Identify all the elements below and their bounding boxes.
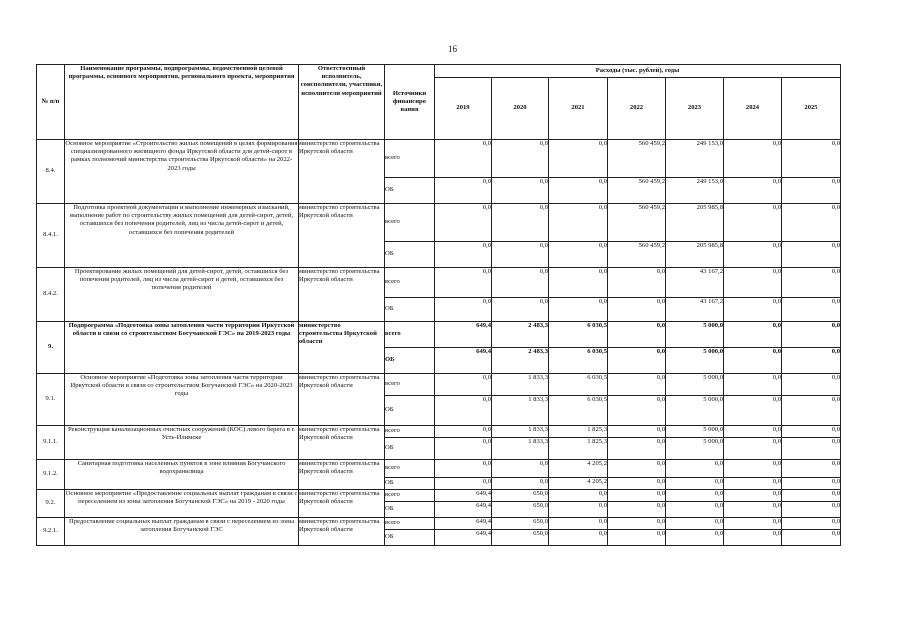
expense-value: 0,0 bbox=[492, 178, 549, 204]
row-responsible: министерство строительства Иркутской области bbox=[299, 374, 385, 426]
expense-value: 0,0 bbox=[549, 204, 608, 242]
expense-value: 0,0 bbox=[435, 140, 492, 178]
expense-value: 0,0 bbox=[435, 396, 492, 426]
row-responsible: министерство строительства Иркутской области bbox=[299, 490, 385, 518]
expense-value: 0,0 bbox=[435, 204, 492, 242]
expense-value: 560 459,2 bbox=[608, 140, 666, 178]
funding-source: ОБ bbox=[385, 478, 435, 490]
expense-value: 249 153,0 bbox=[666, 140, 724, 178]
expense-value: 6 030,5 bbox=[549, 374, 608, 396]
table-row bbox=[37, 426, 841, 438]
expense-value: 5 000,0 bbox=[666, 396, 724, 426]
expense-value: 560 459,2 bbox=[608, 204, 666, 242]
expense-value: 0,0 bbox=[782, 530, 841, 546]
funding-source: всего bbox=[385, 204, 435, 242]
expense-value: 0,0 bbox=[608, 460, 666, 478]
expense-value: 0,0 bbox=[608, 374, 666, 396]
expense-value: 0,0 bbox=[782, 348, 841, 374]
expense-value: 0,0 bbox=[608, 502, 666, 518]
expense-value: 0,0 bbox=[608, 268, 666, 298]
expense-value: 0,0 bbox=[724, 518, 782, 530]
expense-value: 0,0 bbox=[724, 298, 782, 322]
funding-source: ОБ bbox=[385, 348, 435, 374]
row-number: 9. bbox=[37, 322, 65, 374]
funding-source: всего bbox=[385, 518, 435, 530]
expense-value: 4 205,2 bbox=[549, 460, 608, 478]
table-row bbox=[37, 374, 841, 396]
expense-value: 0,0 bbox=[666, 460, 724, 478]
expense-value: 43 167,2 bbox=[666, 268, 724, 298]
row-number: 9.2. bbox=[37, 490, 65, 518]
header-year: 2021 bbox=[549, 78, 608, 140]
expense-value: 0,0 bbox=[724, 178, 782, 204]
expense-value: 0,0 bbox=[608, 298, 666, 322]
row-responsible: министерство строительства Иркутской области bbox=[299, 426, 385, 460]
expense-value: 0,0 bbox=[782, 502, 841, 518]
expense-value: 1 833,3 bbox=[492, 374, 549, 396]
row-responsible: министерство строительства Иркутской области bbox=[299, 268, 385, 322]
expense-value: 205 985,8 bbox=[666, 204, 724, 242]
row-number: 8.4.1. bbox=[37, 204, 65, 268]
expense-value: 649,4 bbox=[435, 530, 492, 546]
row-number: 9.1. bbox=[37, 374, 65, 426]
expense-value: 0,0 bbox=[492, 242, 549, 268]
expense-value: 0,0 bbox=[608, 438, 666, 460]
header-name: Наименование программы, подпрограммы, ведомственной целевой программы, основного мероприятия, регионального проекта, мероприятия bbox=[65, 65, 299, 140]
expense-value: 0,0 bbox=[724, 426, 782, 438]
expense-value: 0,0 bbox=[435, 178, 492, 204]
expense-value: 0,0 bbox=[549, 140, 608, 178]
row-name: Проектирование жилых помещений для детей-сирот, детей, оставшихся без попечения родителей, лиц из числа детей-сирот и детей, оставшихся без попечения родителей bbox=[65, 268, 299, 322]
header-year: 2022 bbox=[608, 78, 666, 140]
table-row bbox=[37, 204, 841, 242]
expense-value: 649,4 bbox=[435, 348, 492, 374]
header-year: 2023 bbox=[666, 78, 724, 140]
expense-value: 649,4 bbox=[435, 502, 492, 518]
funding-source: всего bbox=[385, 322, 435, 348]
expense-value: 0,0 bbox=[724, 478, 782, 490]
row-name: Основное мероприятие «Подготовка зоны затопления части территории Иркутской области в связи со строительством Богучанской ГЭС» на 2020-2023 годы bbox=[65, 374, 299, 426]
expense-value: 1 833,3 bbox=[492, 396, 549, 426]
expense-value: 0,0 bbox=[608, 426, 666, 438]
expense-value: 0,0 bbox=[435, 268, 492, 298]
expense-value: 650,0 bbox=[492, 490, 549, 502]
expense-value: 649,4 bbox=[435, 518, 492, 530]
expense-value: 0,0 bbox=[782, 140, 841, 178]
expense-value: 0,0 bbox=[724, 438, 782, 460]
funding-source: всего bbox=[385, 426, 435, 438]
expense-value: 1 825,3 bbox=[549, 426, 608, 438]
expense-value: 43 167,2 bbox=[666, 298, 724, 322]
expense-value: 0,0 bbox=[724, 242, 782, 268]
expense-value: 0,0 bbox=[608, 530, 666, 546]
expense-value: 0,0 bbox=[724, 490, 782, 502]
expense-value: 0,0 bbox=[549, 178, 608, 204]
table-row bbox=[37, 460, 841, 478]
expense-value: 4 205,2 bbox=[549, 478, 608, 490]
expense-value: 0,0 bbox=[782, 298, 841, 322]
row-responsible: министерство строительства Иркутской области bbox=[299, 518, 385, 546]
expense-value: 0,0 bbox=[608, 518, 666, 530]
expense-value: 205 985,8 bbox=[666, 242, 724, 268]
expense-value: 1 825,3 bbox=[549, 438, 608, 460]
row-name: Подпрограмма «Подготовка зоны затопления части территории Иркутской области в связи со строительством Богучанской ГЭС» на 2019-2023 годы bbox=[65, 322, 299, 374]
expense-value: 5 000,0 bbox=[666, 322, 724, 348]
row-name: Основное мероприятие «Строительство жилых помещений в целях формирования специализированного жилищного фонда Иркутской области для детей-сирот в рамках полномочий министерства строительства Иркутской области» на 2022-2023 годы bbox=[65, 140, 299, 204]
table-row bbox=[37, 322, 841, 348]
expense-value: 0,0 bbox=[549, 490, 608, 502]
expense-value: 0,0 bbox=[724, 268, 782, 298]
expense-value: 0,0 bbox=[549, 530, 608, 546]
expense-value: 0,0 bbox=[666, 478, 724, 490]
expense-value: 649,4 bbox=[435, 322, 492, 348]
header-year: 2019 bbox=[435, 78, 492, 140]
expense-value: 0,0 bbox=[435, 374, 492, 396]
header-year: 2020 bbox=[492, 78, 549, 140]
row-number: 9.2.1. bbox=[37, 518, 65, 546]
row-name: Предоставление социальных выплат гражданам в связи с переселением из зоны затопления Богучанской ГЭС bbox=[65, 518, 299, 546]
row-name: Реконструкция канализационных очистных сооружений (КОС) левого берега в г. Усть-Илимске bbox=[65, 426, 299, 460]
header-num: № п/п bbox=[37, 65, 65, 140]
expense-value: 0,0 bbox=[435, 242, 492, 268]
expense-value: 6 030,5 bbox=[549, 322, 608, 348]
expense-value: 650,0 bbox=[492, 530, 549, 546]
expense-value: 0,0 bbox=[782, 426, 841, 438]
expense-value: 0,0 bbox=[435, 478, 492, 490]
row-number: 9.1.2. bbox=[37, 460, 65, 490]
expense-value: 0,0 bbox=[492, 460, 549, 478]
expense-value: 6 030,5 bbox=[549, 348, 608, 374]
funding-source: ОБ bbox=[385, 178, 435, 204]
funding-source: всего bbox=[385, 460, 435, 478]
row-responsible: министерство строительства Иркутской области bbox=[299, 140, 385, 204]
table-row bbox=[37, 490, 841, 502]
funding-source: всего bbox=[385, 268, 435, 298]
expense-value: 0,0 bbox=[608, 396, 666, 426]
expense-value: 249 153,0 bbox=[666, 178, 724, 204]
expense-value: 0,0 bbox=[724, 322, 782, 348]
funding-source: ОБ bbox=[385, 298, 435, 322]
expense-value: 0,0 bbox=[782, 518, 841, 530]
expense-value: 649,4 bbox=[435, 490, 492, 502]
expense-value: 0,0 bbox=[782, 374, 841, 396]
header-expenses: Расходы (тыс. рублей), годы bbox=[435, 65, 841, 78]
expense-value: 0,0 bbox=[492, 298, 549, 322]
expense-value: 1 833,3 bbox=[492, 426, 549, 438]
header-responsible: Ответственный исполнитель, соисполнители, участники, исполнители мероприятий bbox=[299, 65, 385, 140]
expense-value: 5 000,0 bbox=[666, 438, 724, 460]
expense-value: 0,0 bbox=[782, 322, 841, 348]
expense-value: 0,0 bbox=[724, 348, 782, 374]
expense-value: 2 483,3 bbox=[492, 322, 549, 348]
expense-value: 0,0 bbox=[608, 322, 666, 348]
expense-value: 0,0 bbox=[492, 204, 549, 242]
expense-value: 0,0 bbox=[608, 348, 666, 374]
expense-value: 0,0 bbox=[782, 204, 841, 242]
funding-source: ОБ bbox=[385, 396, 435, 426]
expense-value: 1 833,3 bbox=[492, 438, 549, 460]
expense-value: 0,0 bbox=[666, 530, 724, 546]
expense-value: 0,0 bbox=[492, 478, 549, 490]
expense-value: 0,0 bbox=[724, 204, 782, 242]
funding-source: всего bbox=[385, 140, 435, 178]
expense-value: 0,0 bbox=[782, 242, 841, 268]
expense-value: 0,0 bbox=[492, 140, 549, 178]
table-row bbox=[37, 518, 841, 530]
page-number: 16 bbox=[448, 44, 457, 54]
expense-value: 0,0 bbox=[724, 374, 782, 396]
expense-value: 0,0 bbox=[782, 460, 841, 478]
table-row bbox=[37, 140, 841, 178]
expense-value: 0,0 bbox=[782, 438, 841, 460]
expense-value: 0,0 bbox=[666, 490, 724, 502]
table-row bbox=[37, 268, 841, 298]
budget-table bbox=[36, 64, 841, 546]
expense-value: 0,0 bbox=[724, 396, 782, 426]
row-responsible: министерство строительства Иркутской области bbox=[299, 322, 385, 374]
header-year: 2024 bbox=[724, 78, 782, 140]
expense-value: 0,0 bbox=[492, 268, 549, 298]
expense-value: 0,0 bbox=[782, 478, 841, 490]
funding-source: ОБ bbox=[385, 502, 435, 518]
expense-value: 0,0 bbox=[435, 460, 492, 478]
header-sources: Источники финансиро вания bbox=[385, 65, 435, 140]
expense-value: 0,0 bbox=[666, 502, 724, 518]
expense-value: 0,0 bbox=[666, 518, 724, 530]
expense-value: 650,0 bbox=[492, 518, 549, 530]
row-number: 9.1.1. bbox=[37, 426, 65, 460]
expense-value: 0,0 bbox=[435, 426, 492, 438]
expense-value: 0,0 bbox=[782, 490, 841, 502]
expense-value: 0,0 bbox=[608, 478, 666, 490]
row-number: 8.4. bbox=[37, 140, 65, 204]
row-responsible: министерство строительства Иркутской области bbox=[299, 460, 385, 490]
row-responsible: министерство строительства Иркутской области bbox=[299, 204, 385, 268]
expense-value: 5 000,0 bbox=[666, 374, 724, 396]
expense-value: 560 459,2 bbox=[608, 178, 666, 204]
row-name: Подготовка проектной документации и выполнение инженерных изысканий, выполнение работ по строительству жилых помещений для детей-сирот, детей, оставшихся без попечения родителей, лиц из числа детей-сирот и детей, оставшихся без попечения родителей bbox=[65, 204, 299, 268]
expense-value: 0,0 bbox=[724, 140, 782, 178]
expense-value: 5 000,0 bbox=[666, 348, 724, 374]
funding-source: ОБ bbox=[385, 438, 435, 460]
funding-source: ОБ bbox=[385, 530, 435, 546]
funding-source: всего bbox=[385, 374, 435, 396]
funding-source: ОБ bbox=[385, 242, 435, 268]
expense-value: 6 030,5 bbox=[549, 396, 608, 426]
expense-value: 560 459,2 bbox=[608, 242, 666, 268]
expense-value: 0,0 bbox=[608, 490, 666, 502]
expense-value: 5 000,0 bbox=[666, 426, 724, 438]
expense-value: 0,0 bbox=[724, 460, 782, 478]
expense-value: 0,0 bbox=[724, 502, 782, 518]
expense-value: 0,0 bbox=[782, 178, 841, 204]
expense-value: 0,0 bbox=[782, 396, 841, 426]
expense-value: 0,0 bbox=[435, 438, 492, 460]
expense-value: 650,0 bbox=[492, 502, 549, 518]
row-number: 8.4.2. bbox=[37, 268, 65, 322]
expense-value: 2 483,3 bbox=[492, 348, 549, 374]
expense-value: 0,0 bbox=[549, 518, 608, 530]
expense-value: 0,0 bbox=[549, 298, 608, 322]
expense-value: 0,0 bbox=[724, 530, 782, 546]
row-name: Санитарная подготовка населенных пунктов в зоне влияния Богучанского водохранилища bbox=[65, 460, 299, 490]
expense-value: 0,0 bbox=[549, 242, 608, 268]
expense-value: 0,0 bbox=[549, 268, 608, 298]
expense-value: 0,0 bbox=[435, 298, 492, 322]
expense-value: 0,0 bbox=[549, 502, 608, 518]
table-body bbox=[37, 140, 841, 546]
row-name: Основное мероприятие «Предоставление социальных выплат гражданам в связи с переселением из зоны затопления Богучанской ГЭС» на 2019 - 2020 годы bbox=[65, 490, 299, 518]
funding-source: всего bbox=[385, 490, 435, 502]
expense-value: 0,0 bbox=[782, 268, 841, 298]
header-year: 2025 bbox=[782, 78, 841, 140]
